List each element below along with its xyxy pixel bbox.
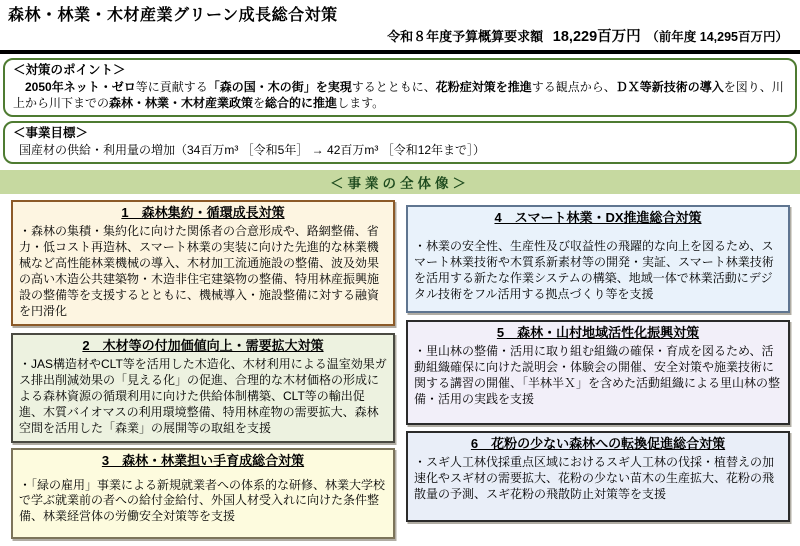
overview-banner: ＜事業の全体像＞ (0, 170, 800, 194)
program-box-4-title: 4 スマート林業・DX推進総合対策 (494, 210, 702, 226)
program-box-1 (11, 200, 395, 326)
page-title: 森林・林業・木材産業グリーン成長総合対策 (8, 7, 338, 24)
budget-previous-year: （前年度 14,295百万円） (646, 30, 788, 45)
goal-box (3, 121, 797, 164)
program-box-6-body: ・スギ人工林伐採重点区域におけるスギ人工林の伐採・植替えの加速化やスギ材の需要拡大、花粉の少ない苗木の生産拡大、花粉の飛散量の予測、スギ花粉の飛散防止対策等を支援 (414, 455, 775, 502)
points-text: 2050年ネット・ゼロ等に貢献する「森の国・木の街」を実現するとともに、花粉症対策を推進する観点から、ＤＸ等新技術の導入を図り、川上から川下までの森林・林業・木材産業政策を総合的に推進します。 (13, 79, 784, 111)
program-box-5-title: 5 森林・山村地域活性化振興対策 (496, 325, 700, 341)
program-box-6 (406, 431, 790, 522)
program-box-3 (11, 448, 395, 539)
budget-label: 令和８年度予算概算要求額 (387, 29, 544, 45)
points-heading: ＜対策のポイント＞ (13, 63, 126, 78)
budget-amount: 18,229百万円 (552, 29, 641, 46)
program-box-4-body: ・林業の安全性、生産性及び収益性の飛躍的な向上を図るため、スマート林業技術や木質系新素材等の開発・実証、スマート林業技術を活用する新たな作業システムの構築、地域一体で林業活動にデジタル技術をフル活用する拠点づくり等を支援 (414, 239, 774, 302)
program-box-6-title: 6 花粉の少ない森林への転換促進総合対策 (470, 436, 726, 452)
program-grid (0, 194, 800, 545)
program-box-3-body: ・「緑の雇用」事業による新規就業者への体系的な研修、林業大学校で学ぶ就業前の者への給付金給付、外国人材受入れに向けた条件整備、林業経営体の労働安全対策等を支援 (19, 477, 386, 524)
program-box-4 (406, 205, 790, 313)
budget-line (0, 25, 800, 47)
program-box-1-body: ・森林の集積・集約化に向けた関係者の合意形成や、路網整備、省力・低コスト再造林、スマート林業の実装に向けた先進的な林業機械など高性能林業機械の導入、木材加工流通施設の整備、波及効果の高い木造公共建築物・木造非住宅建築物の整備、特用林産振興施設の整備等を支援するとともに、機械導入・施設整備に対する融資を円滑化 (19, 224, 380, 318)
program-box-5 (406, 320, 790, 425)
program-box-2-title: 2 木材等の付加価値向上・需要拡大対策 (82, 337, 324, 353)
right-column (406, 200, 790, 545)
program-box-2-body: ・JAS構造材やCLT等を活用した木造化、木材利用による温室効果ガス排出削減効果の「見える化」の促進、合理的な木材価格の形成による森林資源の循環利用に向けた供給体制構築、CLT等の輸出促進、木質バイオマスの利用環境整備、特用林産物の需要拡大、森林空間を活用した「森業」の展開等の取組を支援 (19, 356, 387, 435)
goal-heading: ＜事業目標＞ (13, 126, 89, 141)
program-box-5-body: ・里山林の整備・活用に取り組む組織の確保・育成を図るため、活動組織確保に向けた説明会・体験会の開催、安全対策や施業技術に関する講習の開催、「半林半Ｘ」を含めた活動組織による里山林の整備・活用の実践を支援 (414, 344, 781, 407)
program-box-3-title: 3 森林・林業担い手育成総合対策 (101, 452, 305, 468)
points-box (3, 58, 797, 117)
header-divider (0, 50, 800, 54)
left-column (11, 200, 395, 545)
program-box-1-title: 1 森林集約・循環成長対策 (121, 205, 285, 221)
goal-text: 国産材の供給・利用量の増加（34百万m³ ［令和5年］ → 42百万m³ ［令和12年まで］） (19, 143, 486, 158)
program-box-2 (11, 333, 395, 443)
